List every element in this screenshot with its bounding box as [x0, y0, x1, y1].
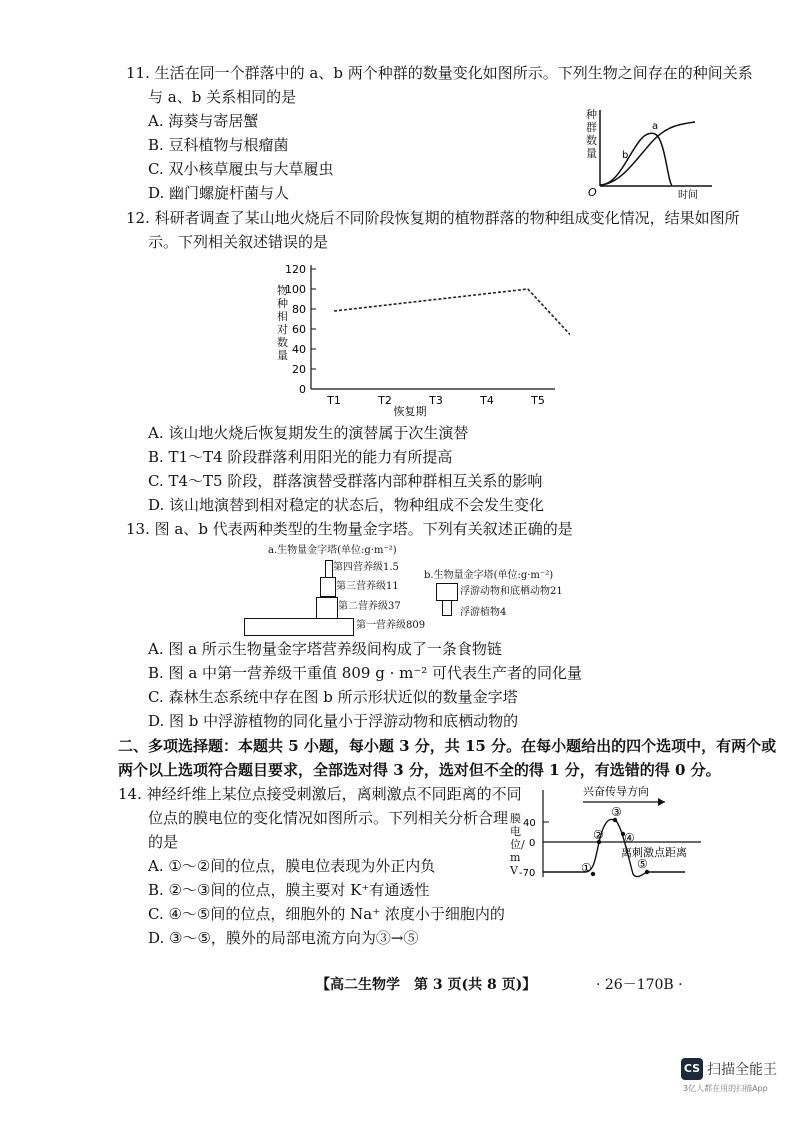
- q14-stem-line-2: 位点的膜电位的变化情况如图所示。下列相关分析合理: [148, 809, 509, 827]
- section-2-heading-line-2: 两个以上选项符合题目要求，全部选对得 3 分，选对但不全的得 1 分，有选错的得 0 分。: [118, 761, 721, 779]
- q13-fig-a-level-4-bar: [325, 560, 333, 578]
- q14-membrane-potential-figure: [505, 782, 705, 892]
- chart-xtick-label: T5: [531, 394, 545, 407]
- q11-label-a: a: [652, 121, 659, 132]
- q13-option-a: A. 图 a 所示生物量金字塔营养级间构成了一条食物链: [148, 640, 502, 658]
- q11-stem-line-1: 11. 生活在同一个群落中的 a、b 两个种群的数量变化如图所示。下列生物之间存在的种间关系: [126, 64, 753, 82]
- q12-option-b: B. T1～T4 阶段群落利用阳光的能力有所提高: [148, 448, 453, 466]
- q13-fig-b-level-upper: 浮游动物和底栖动物21: [460, 586, 563, 597]
- q11-curve-a: [600, 122, 695, 185]
- chart-series-line: [334, 289, 570, 344]
- q14-point-5: ⑤: [637, 857, 648, 871]
- q13-fig-a-level-1-bar: [244, 618, 354, 636]
- section-2-heading-line-1: 二、多项选择题：本题共 5 小题，每小题 3 分，共 15 分。在每小题给出的四个选项中，有两个或: [118, 737, 777, 755]
- q11-stem-line-2: 与 a、b 关系相同的是: [148, 88, 297, 106]
- q14-option-d: D. ③～⑤，膜外的局部电流方向为③→⑤: [148, 929, 419, 947]
- q14-point-1: ①: [581, 861, 592, 875]
- camscanner-name: 扫描全能王: [707, 1062, 777, 1078]
- chart-xtick-label: T4: [480, 394, 494, 407]
- q11-option-a: A. 海葵与寄居蟹: [148, 112, 259, 130]
- q11-option-b: B. 豆科植物与根瘤菌: [148, 136, 289, 154]
- chart-xtick-label: T1: [327, 394, 341, 407]
- q12-stem-line-1: 12. 科研者调查了某山地火烧后不同阶段恢复期的植物群落的物种组成变化情况，结果如图所: [126, 209, 740, 227]
- q14-stem-line-3: 的是: [148, 833, 179, 851]
- chart-ytick-label: 80: [292, 303, 306, 316]
- q13-fig-b-title: b.生物量金字塔(单位:g·m⁻²): [424, 570, 554, 581]
- chart-ytick-label: 60: [292, 323, 306, 336]
- q11-ylabel: 种群数量: [586, 108, 597, 160]
- chart-ytick-label: 120: [285, 263, 306, 276]
- camscanner-logo-icon: CS: [681, 1058, 703, 1080]
- q11-label-b: b: [622, 150, 629, 161]
- q14-point-2: ②: [593, 828, 604, 842]
- q13-fig-b-level-lower: 浮游植物4: [460, 607, 507, 618]
- q14-ytick-neg70: -70: [519, 868, 536, 879]
- chart-xlabel: 恢复期: [393, 405, 427, 418]
- footer-page-info: 【高二生物学 第 3 页(共 8 页)】: [316, 977, 537, 993]
- q13-option-b: B. 图 a 中第一营养级干重值 809 g · m⁻² 可代表生产者的同化量: [148, 664, 583, 682]
- q13-stem: 13. 图 a、b 代表两种类型的生物量金字塔。下列有关叙述正确的是: [126, 520, 573, 538]
- q11-origin: O: [588, 186, 597, 199]
- q11-population-figure: [580, 106, 720, 201]
- q13-fig-a-level-2-bar: [316, 597, 338, 619]
- q14-point-4: ④: [624, 831, 635, 845]
- q13-fig-a-level-4: 第四营养级1.5: [333, 562, 399, 573]
- q13-fig-a-level-3-bar: [320, 577, 336, 597]
- chart-ytick-label: 0: [299, 383, 306, 396]
- q13-fig-a-level-1: 第一营养级809: [356, 620, 426, 631]
- footer-code: · 26－170B ·: [596, 977, 683, 993]
- q14-option-a: A. ①～②间的位点，膜电位表现为外正内负: [148, 857, 436, 875]
- q13-fig-b-zooplankton-bar: [436, 583, 458, 601]
- chart-ytick-label: 20: [292, 363, 306, 376]
- q13-fig-a-title: a.生物量金字塔(单位:g·m⁻²): [268, 545, 397, 556]
- q14-stem-line-1: 14. 神经纤维上某位点接受刺激后，离刺激点不同距离的不同: [118, 785, 522, 803]
- q11-xlabel: 时间: [678, 190, 698, 201]
- q13-fig-b-phytoplankton-bar: [442, 600, 452, 616]
- chart-ytick-label: 100: [285, 283, 306, 296]
- q13-option-c: C. 森林生态系统中存在图 b 所示形状近似的数量金字塔: [148, 688, 518, 706]
- chart-xtick-label: T2: [378, 394, 392, 407]
- camscanner-tagline: 3亿人都在用的扫描App: [683, 1084, 768, 1093]
- q12-line-chart: [270, 255, 570, 420]
- q12-option-d: D. 该山地演替到相对稳定的状态后，物种组成不会发生变化: [148, 496, 545, 514]
- q13-fig-a-level-3: 第三营养级11: [336, 581, 399, 592]
- q12-option-c: C. T4～T5 阶段，群落演替受群落内部种群相互关系的影响: [148, 472, 543, 490]
- q14-point-3: ③: [611, 805, 622, 819]
- q11-curve-b: [600, 133, 672, 185]
- q12-option-a: A. 该山地火烧后恢复期发生的演替属于次生演替: [148, 424, 469, 442]
- chart-ytick-label: 40: [292, 343, 306, 356]
- q14-direction-label: 兴奋传导方向: [583, 785, 649, 798]
- q13-fig-a-level-2: 第二营养级37: [338, 601, 401, 612]
- q14-ytick-40: 40: [523, 818, 536, 829]
- q12-stem-line-2: 示。下列相关叙述错误的是: [148, 233, 329, 251]
- q14-arrow-head-icon: [658, 798, 665, 806]
- q11-option-d: D. 幽门螺旋杆菌与人: [148, 184, 290, 202]
- q14-option-c: C. ④～⑤间的位点，细胞外的 Na⁺ 浓度小于细胞内的: [148, 905, 505, 923]
- q13-option-d: D. 图 b 中浮游植物的同化量小于浮游动物和底栖动物的: [148, 712, 519, 730]
- q11-option-c: C. 双小核草履虫与大草履虫: [148, 160, 334, 178]
- q14-option-b: B. ②～③间的位点，膜主要对 K⁺有通透性: [148, 881, 430, 899]
- chart-ylabel: 物种相对数量: [277, 284, 288, 362]
- q14-ytick-0: 0: [529, 838, 536, 849]
- q14-ylabel: 膜电位/mV: [510, 812, 525, 877]
- chart-xtick-label: T3: [429, 394, 443, 407]
- q14-xlabel: 离刺激点距离: [621, 846, 687, 859]
